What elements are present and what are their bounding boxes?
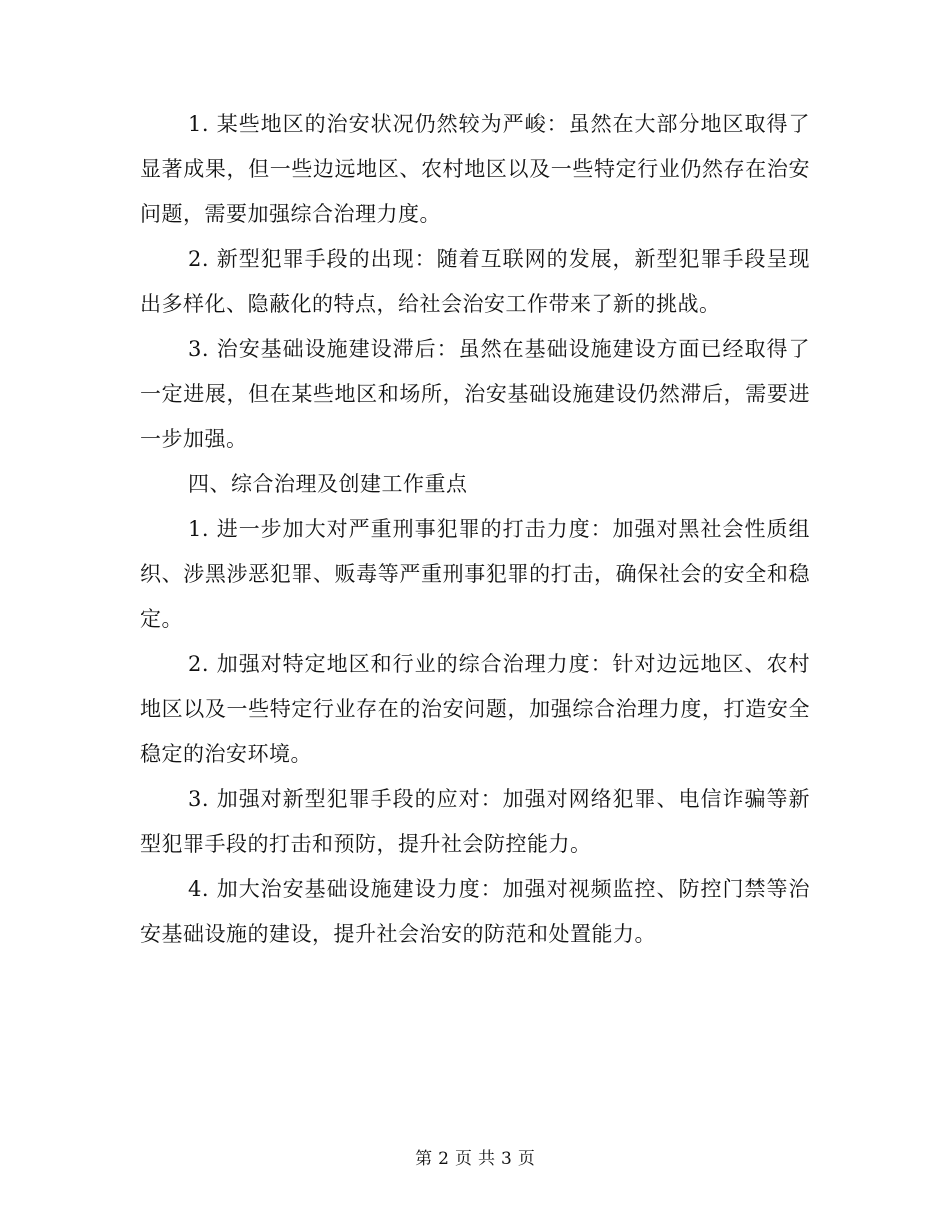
section-heading-4: 四、综合治理及创建工作重点 bbox=[188, 472, 468, 496]
document-body bbox=[140, 102, 810, 957]
paragraph-focus-2: 2. 加强对特定地区和行业的综合治理力度：针对边远地区、农村地区以及一些特定行业存在的治安问题，加强综合治理力度，打造安全稳定的治安环境。 bbox=[140, 652, 810, 766]
paragraph-issue-3: 3. 治安基础设施建设滞后：虽然在基础设施建设方面已经取得了一定进展，但在某些地区和场所，治安基础设施建设仍然滞后，需要进一步加强。 bbox=[140, 337, 810, 451]
footer-page-end-label: 页 bbox=[517, 1149, 535, 1169]
paragraph-issue-1: 1. 某些地区的治安状况仍然较为严峻：虽然在大部分地区取得了显著成果，但一些边远地区、农村地区以及一些特定行业仍然存在治安问题，需要加强综合治理力度。 bbox=[140, 112, 810, 226]
total-pages-number: 3 bbox=[501, 1149, 512, 1169]
paragraph-focus-3: 3. 加强对新型犯罪手段的应对：加强对网络犯罪、电信诈骗等新型犯罪手段的打击和预防，提升社会防控能力。 bbox=[140, 787, 810, 856]
paragraph-focus-4: 4. 加大治安基础设施建设力度：加强对视频监控、防控门禁等治安基础设施的建设，提升社会治安的防范和处置能力。 bbox=[140, 877, 810, 946]
page-footer bbox=[0, 1144, 950, 1174]
footer-page-label: 页 bbox=[455, 1149, 472, 1169]
paragraph-issue-2: 2. 新型犯罪手段的出现：随着互联网的发展，新型犯罪手段呈现出多样化、隐蔽化的特点，给社会治安工作带来了新的挑战。 bbox=[140, 247, 810, 316]
paragraph-focus-1: 1. 进一步加大对严重刑事犯罪的打击力度：加强对黑社会性质组织、涉黑涉恶犯罪、贩毒等严重刑事犯罪的打击，确保社会的安全和稳定。 bbox=[140, 517, 810, 631]
footer-prefix: 第 bbox=[415, 1149, 433, 1169]
current-page-number: 2 bbox=[438, 1149, 449, 1169]
footer-total-label: 共 bbox=[478, 1149, 495, 1169]
